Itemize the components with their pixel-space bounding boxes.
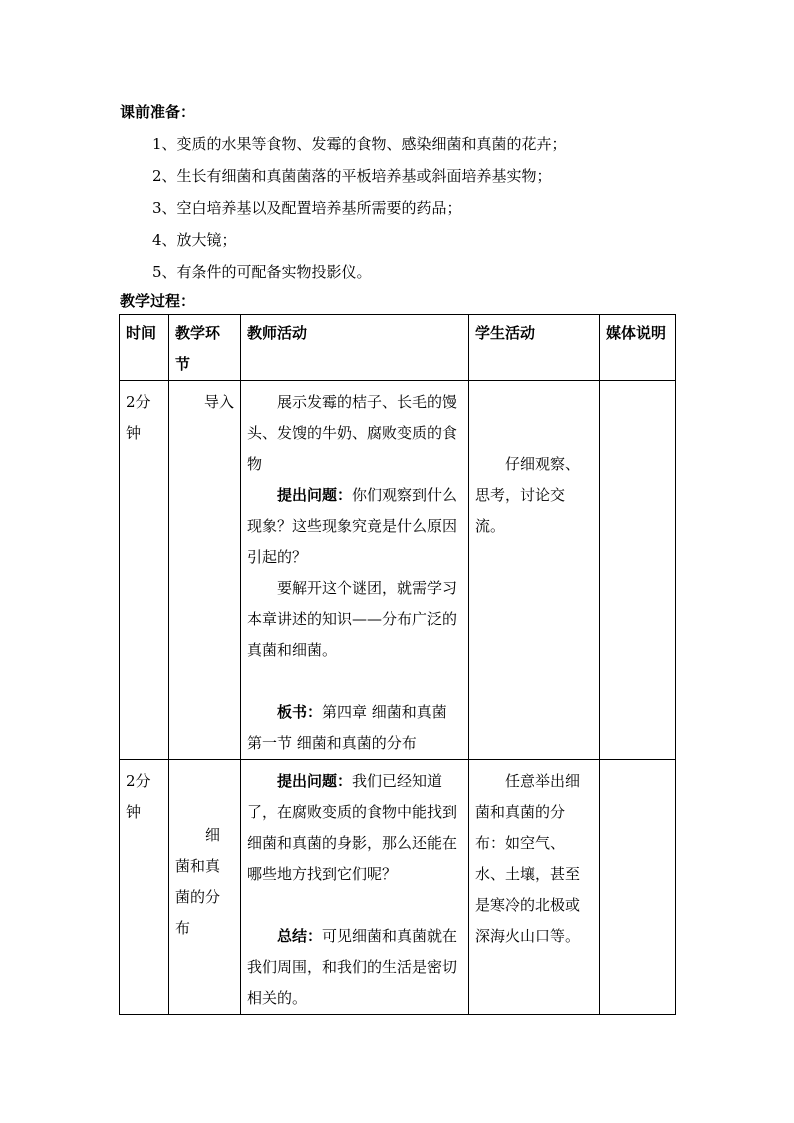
prep-list [152, 128, 567, 288]
table-row [120, 760, 676, 1015]
student-cell [469, 381, 600, 760]
teacher-question [247, 480, 462, 573]
stage-text: 导入 [203, 393, 234, 411]
teacher-text: 展示发霉的桔子、长毛的馒头、发馊的牛奶、腐败变质的食物 [247, 393, 458, 473]
prep-item: 2、生长有细菌和真菌菌落的平板培养基或斜面培养基实物； [152, 167, 552, 185]
media-cell [600, 760, 676, 1015]
teacher-question [247, 766, 462, 890]
table-row [120, 381, 676, 760]
teacher-cell [241, 760, 469, 1015]
prep-item: 5、有条件的可配备实物投影仪。 [152, 263, 372, 281]
header-media: 媒体说明 [600, 315, 676, 381]
prep-item: 4、放大镜； [152, 231, 237, 249]
time-cell: 2分钟 [120, 760, 169, 1015]
student-text: 任意举出细菌和真菌的分布：如空气、水、土壤，甚至是寒冷的北极或深海火山口等。 [475, 772, 581, 945]
board-text: 第四章 细菌和真菌 第一节 细菌和真菌的分布 [247, 703, 447, 752]
question-text: 我们已经知道了，在腐败变质的食物中能找到细菌和真菌的身影，那么还能在哪些地方找到它们呢？ [247, 772, 458, 883]
header-student: 学生活动 [469, 315, 600, 381]
teacher-text: 要解开这个谜团，就需学习本章讲述的知识——分布广泛的真菌和细菌。 [247, 579, 458, 659]
media-cell [600, 381, 676, 760]
question-label: 提出问题： [277, 486, 353, 504]
student-cell [469, 760, 600, 1015]
lesson-table [119, 314, 676, 1015]
board-label: 板书： [277, 703, 323, 721]
header-teacher: 教师活动 [241, 315, 469, 381]
teacher-board [247, 697, 462, 759]
process-title: 教学过程： [120, 292, 196, 310]
summary-label: 总结： [277, 927, 323, 945]
table-header-row [120, 315, 676, 381]
prep-title: 课前准备： [120, 103, 196, 121]
student-text: 仔细观察、思考，讨论交流。 [475, 455, 581, 535]
time-cell: 2分钟 [120, 381, 169, 760]
stage-text: 细菌和真菌的分布 [175, 826, 221, 937]
summary-text: 可见细菌和真菌就在我们周围，和我们的生活是密切相关的。 [247, 927, 458, 1007]
question-label: 提出问题： [277, 772, 353, 790]
stage-cell [169, 381, 241, 760]
stage-cell [169, 760, 241, 1015]
prep-item: 3、空白培养基以及配置培养基所需要的药品； [152, 199, 462, 217]
header-stage: 教学环节 [169, 315, 241, 381]
prep-item: 1、变质的水果等食物、发霉的食物、感染细菌和真菌的花卉； [152, 135, 567, 153]
question-text: 你们观察到什么现象？这些现象究竟是什么原因引起的？ [247, 486, 458, 566]
teacher-summary [247, 921, 462, 1014]
teacher-cell [241, 381, 469, 760]
header-time: 时间 [120, 315, 169, 381]
